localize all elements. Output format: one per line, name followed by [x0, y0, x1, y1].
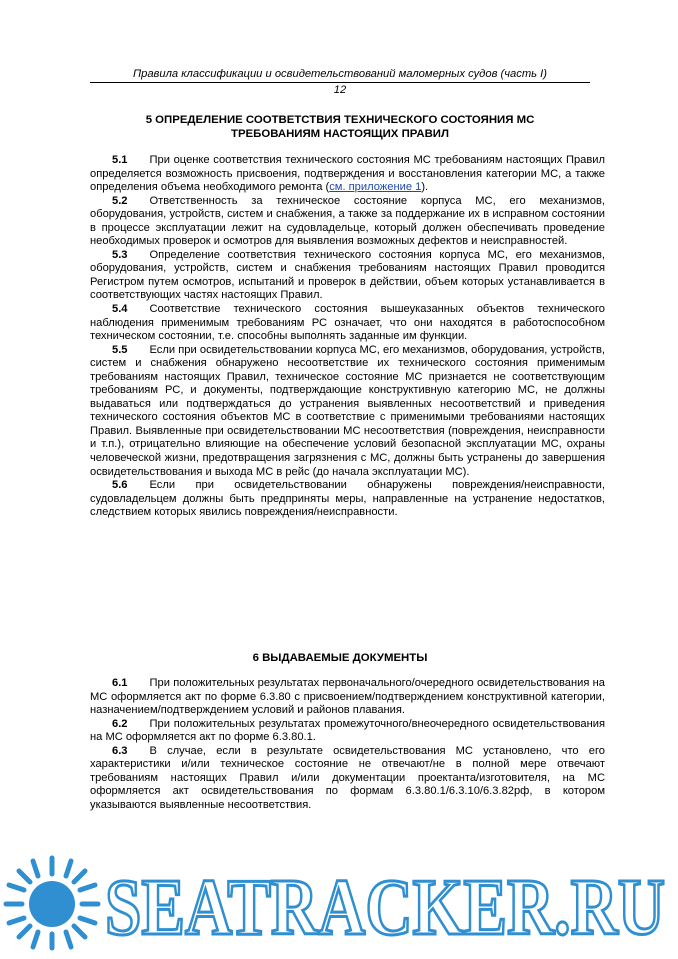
paragraph-text: Определение соответствия технического состояния корпуса МС, его механизмов, оборудования, устройств, систем и снабжения требованиям настоящих Правил проводится Регистром путем осмотров, испытаний и проверок в действии, объем которых устанавливается в соответствующих частях настоящих Правил.: [90, 248, 605, 302]
watermark-text: SEATRACKER.RU: [105, 864, 665, 952]
clause-number: 5.4: [112, 303, 128, 316]
seatracker-watermark: [0, 852, 678, 952]
header-rule: [90, 82, 590, 83]
paragraph-6-3: [90, 745, 605, 813]
paragraph-6-2: [90, 718, 605, 745]
paragraph-5-1: [90, 154, 605, 195]
appendix-link[interactable]: см. приложение 1: [329, 181, 422, 194]
clause-number: 6.3: [112, 744, 128, 757]
paragraph-5-3: [90, 249, 605, 303]
clause-number: 5.1: [112, 154, 128, 166]
paragraph-5-2: [90, 195, 605, 249]
paragraph-text: Соответствие технического состояния вышеуказанных объектов технического наблюдения применимым требованиям РС означает, что они находятся в работоспособном техническом состоянии, т.е. способны выполнять заданные им функции.: [90, 303, 605, 343]
paragraph-text: При положительных результатах промежуточного/внеочередного освидетельствования на МС оформляется акт по форме 6.3.80.1.: [90, 717, 605, 744]
running-header: Правила классификации и освидетельствований маломерных судов (часть I): [133, 68, 547, 80]
clause-number: 5.5: [112, 343, 128, 356]
section-6-body: [90, 677, 605, 812]
paragraph-text: Если при освидетельствовании обнаружены повреждения/неисправности, судовладельцем должны быть предприняты меры, направленные на устранение недостатков, следствием которых явились повреждения/неисправности.: [90, 479, 605, 519]
section-5-body: [90, 154, 605, 520]
paragraph-text: Ответственность за техническое состояние корпуса МС, его механизмов, оборудования, устройств, систем и снабжения, а также за поддержание их в исправном состоянии в процессе эксплуатации лежит на судовладельце, который должен обеспечивать проведение необходимых проверок и осмотров для выявления возможных дефектов и неисправностей.: [90, 194, 605, 248]
section-5-title: [90, 114, 590, 142]
page-number: 12: [333, 84, 347, 96]
clause-number: 6.1: [112, 677, 128, 689]
section-5-title-line1: 5 ОПРЕДЕЛЕНИЕ СООТВЕТСТВИЯ ТЕХНИЧЕСКОГО СОСТОЯНИЯ МС: [145, 114, 535, 126]
clause-number: 5.6: [112, 479, 128, 492]
paragraph-text: В случае, если в результате освидетельствования МС установлено, что его характеристики и/или техническое состояние не отвечают/не в полной мере отвечают требованиям настоящих Правил и/или документации проектанта/изготовителя, на МС оформляется акт освидетельствования по формам 6.3.80.1/6.3.10/6.3.82рф, в котором указываются выявленные несоответствия.: [90, 744, 605, 811]
sun-icon: [6, 858, 98, 948]
paragraph-5-5: [90, 344, 605, 479]
paragraph-text: При положительных результатах первоначального/очередного освидетельствования на МС оформляется акт по форме 6.3.80 с присвоением/подтверждением конструктивной категории, назначением/подтверждением условий и районов плавания.: [90, 677, 605, 717]
paragraph-5-6: [90, 479, 605, 520]
paragraph-text: ).: [421, 181, 429, 194]
clause-number: 6.2: [112, 717, 128, 730]
section-5-title-line2: ТРЕБОВАНИЯМ НАСТОЯЩИХ ПРАВИЛ: [231, 127, 449, 140]
paragraph-6-1: [90, 677, 605, 718]
paragraph-text: При оценке соответствия технического состояния МС требованиям настоящих Правил определяется возможность присвоения, подтверждения и восстановления категории МС, а также определения объема необходимого ремонта (: [90, 154, 605, 194]
clause-number: 5.2: [112, 194, 128, 207]
section-6-title: 6 ВЫДАВАЕМЫЕ ДОКУМЕНТЫ: [252, 652, 428, 664]
paragraph-5-4: [90, 303, 605, 344]
clause-number: 5.3: [112, 248, 128, 261]
paragraph-text: Если при освидетельствовании корпуса МС, его механизмов, оборудования, устройств, систем и снабжения обнаружено несоответствие их технического состояния применимым требованиям настоящих Правил, техническое состояние МС признается не соответствующим требованиям РС, и документы, подтверждающие конструктивную категорию МС, не должны выдаваться или подтверждаться до устранения выявленных несоответствий и приведения технического состояния объектов МС в соответствие с применимыми требованиями настоящих Правил. Выявленные при освидетельствовании МС несоответствия (повреждения, неисправности и т.п.), отрицательно влияющие на обеспечение условий безопасной эксплуатации МС, охраны человеческой жизни, предотвращения загрязнения с МС, должны быть устранены до завершения освидетельствования и выхода МС в рейс (до начала эксплуатации МС).: [90, 343, 605, 478]
